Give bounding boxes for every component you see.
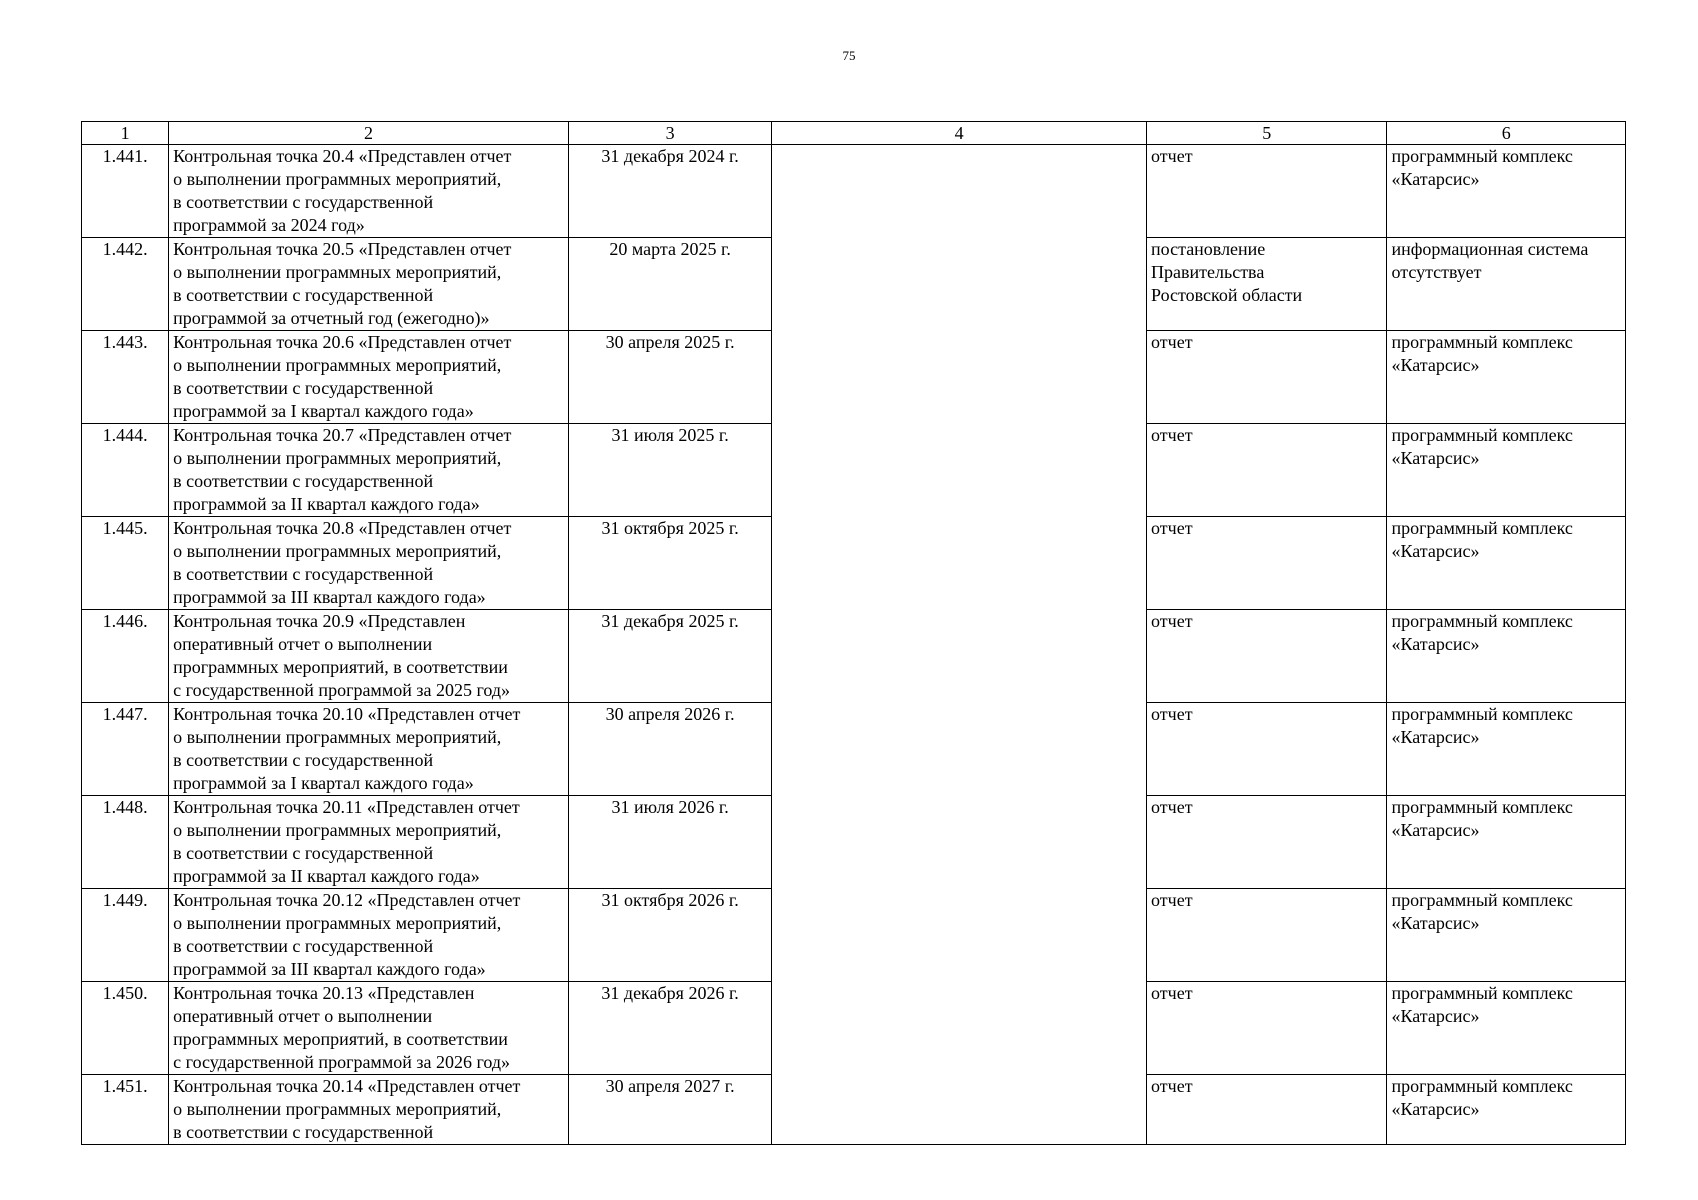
document-type [1147, 517, 1387, 610]
row-number: 1.445. [82, 517, 169, 610]
cell-line: «Катарсис» [1391, 355, 1480, 375]
cell-line: отсутствует [1391, 262, 1482, 282]
cell-line: отчет [1151, 983, 1193, 1003]
cell-line: в соответствии с государственной [173, 750, 434, 770]
information-system [1387, 982, 1626, 1075]
cell-line: отчет [1151, 518, 1193, 538]
cell-line: о выполнении программных мероприятий, [173, 820, 502, 840]
table-header [82, 122, 1626, 145]
cell-line: отчет [1151, 611, 1193, 631]
header-row [82, 122, 1626, 145]
cell-line: в соответствии с государственной [173, 378, 434, 398]
cell-line: в соответствии с государственной [173, 285, 434, 305]
document-type [1147, 703, 1387, 796]
cell-line: постановление [1151, 239, 1266, 259]
cell-line: Контрольная точка 20.13 «Представлен [173, 983, 475, 1003]
information-system [1387, 145, 1626, 238]
cell-line: программный комплекс [1391, 704, 1573, 724]
cell-line: программный комплекс [1391, 797, 1573, 817]
cell-line: программой за II квартал каждого года» [173, 866, 480, 886]
cell-line: программой за II квартал каждого года» [173, 494, 480, 514]
row-number: 1.441. [82, 145, 169, 238]
cell-line: Контрольная точка 20.9 «Представлен [173, 611, 466, 631]
cell-line: Контрольная точка 20.4 «Представлен отчет [173, 146, 512, 166]
cell-line: программой за I квартал каждого года» [173, 773, 474, 793]
cell-line: о выполнении программных мероприятий, [173, 169, 502, 189]
row-number: 1.451. [82, 1075, 169, 1145]
control-point-name [169, 424, 569, 517]
cell-line: программный комплекс [1391, 146, 1573, 166]
document-type [1147, 982, 1387, 1075]
header-col-2: 2 [169, 122, 569, 145]
header-col-5: 5 [1147, 122, 1387, 145]
document-type [1147, 145, 1387, 238]
cell-line: отчет [1151, 425, 1193, 445]
information-system [1387, 331, 1626, 424]
deadline-date: 30 апреля 2025 г. [568, 331, 771, 424]
cell-line: Контрольная точка 20.14 «Представлен отчет [173, 1076, 521, 1096]
information-system [1387, 610, 1626, 703]
cell-line: Контрольная точка 20.10 «Представлен отчет [173, 704, 521, 724]
information-system [1387, 1075, 1626, 1145]
cell-line: в соответствии с государственной [173, 471, 434, 491]
cell-line: программой за I квартал каждого года» [173, 401, 474, 421]
cell-line: Контрольная точка 20.7 «Представлен отчет [173, 425, 512, 445]
cell-line: отчет [1151, 332, 1193, 352]
deadline-date: 20 марта 2025 г. [568, 238, 771, 331]
header-col-3: 3 [568, 122, 771, 145]
control-point-name [169, 238, 569, 331]
row-number: 1.448. [82, 796, 169, 889]
cell-line: Правительства [1151, 262, 1265, 282]
row-number: 1.450. [82, 982, 169, 1075]
row-number: 1.442. [82, 238, 169, 331]
cell-line: в соответствии с государственной [173, 192, 434, 212]
cell-line: программный комплекс [1391, 518, 1573, 538]
document-type [1147, 1075, 1387, 1145]
control-point-name [169, 1075, 569, 1145]
cell-line: программой за отчетный год (ежегодно)» [173, 308, 490, 328]
cell-line: отчет [1151, 1076, 1193, 1096]
information-system [1387, 517, 1626, 610]
cell-line: «Катарсис» [1391, 169, 1480, 189]
cell-line: отчет [1151, 797, 1193, 817]
deadline-date: 31 декабря 2026 г. [568, 982, 771, 1075]
page-number: 75 [842, 48, 856, 63]
cell-line: в соответствии с государственной [173, 1122, 434, 1142]
row-number: 1.443. [82, 331, 169, 424]
cell-line: Контрольная точка 20.12 «Представлен отчет [173, 890, 521, 910]
document-type [1147, 238, 1387, 331]
cell-line: оперативный отчет о выполнении [173, 1006, 433, 1026]
deadline-date: 31 октября 2026 г. [568, 889, 771, 982]
header-col-4: 4 [772, 122, 1147, 145]
cell-line: о выполнении программных мероприятий, [173, 727, 502, 747]
cell-line: о выполнении программных мероприятий, [173, 262, 502, 282]
deadline-date: 31 декабря 2024 г. [568, 145, 771, 238]
document-type [1147, 889, 1387, 982]
cell-line: «Катарсис» [1391, 541, 1480, 561]
row-number: 1.446. [82, 610, 169, 703]
cell-line: программой за 2024 год» [173, 215, 365, 235]
control-point-name [169, 517, 569, 610]
control-point-name [169, 703, 569, 796]
control-point-name [169, 982, 569, 1075]
cell-line: «Катарсис» [1391, 727, 1480, 747]
deadline-date: 31 декабря 2025 г. [568, 610, 771, 703]
header-col-6: 6 [1387, 122, 1626, 145]
table-row [82, 145, 1626, 238]
cell-line: оперативный отчет о выполнении [173, 634, 433, 654]
cell-line: Контрольная точка 20.11 «Представлен отчет [173, 797, 520, 817]
deadline-date: 31 июля 2026 г. [568, 796, 771, 889]
cell-line: «Катарсис» [1391, 1099, 1480, 1119]
header-col-1: 1 [82, 122, 169, 145]
control-point-name [169, 145, 569, 238]
cell-line: Ростовской области [1151, 285, 1303, 305]
information-system [1387, 238, 1626, 331]
cell-line: программный комплекс [1391, 611, 1573, 631]
cell-line: отчет [1151, 704, 1193, 724]
cell-line: в соответствии с государственной [173, 564, 434, 584]
cell-line: в соответствии с государственной [173, 843, 434, 863]
cell-line: программный комплекс [1391, 332, 1573, 352]
cell-line: программный комплекс [1391, 425, 1573, 445]
cell-line: «Катарсис» [1391, 913, 1480, 933]
cell-line: с государственной программой за 2025 год» [173, 680, 511, 700]
information-system [1387, 796, 1626, 889]
control-point-name [169, 889, 569, 982]
cell-line: программой за III квартал каждого года» [173, 587, 486, 607]
document-type [1147, 331, 1387, 424]
cell-line: программных мероприятий, в соответствии [173, 657, 508, 677]
cell-line: Контрольная точка 20.8 «Представлен отчет [173, 518, 512, 538]
cell-line: Контрольная точка 20.5 «Представлен отчет [173, 239, 512, 259]
control-points-table [81, 121, 1626, 1145]
deadline-date: 30 апреля 2026 г. [568, 703, 771, 796]
deadline-date: 31 октября 2025 г. [568, 517, 771, 610]
deadline-date: 30 апреля 2027 г. [568, 1075, 771, 1145]
cell-line: в соответствии с государственной [173, 936, 434, 956]
cell-line: о выполнении программных мероприятий, [173, 355, 502, 375]
cell-line: «Катарсис» [1391, 448, 1480, 468]
cell-line: программный комплекс [1391, 890, 1573, 910]
cell-line: о выполнении программных мероприятий, [173, 913, 502, 933]
cell-line: отчет [1151, 890, 1193, 910]
control-point-name [169, 331, 569, 424]
document-type [1147, 796, 1387, 889]
cell-line: программный комплекс [1391, 1076, 1573, 1096]
document-type [1147, 610, 1387, 703]
row-number: 1.444. [82, 424, 169, 517]
cell-line: программных мероприятий, в соответствии [173, 1029, 508, 1049]
control-point-name [169, 610, 569, 703]
control-point-name [169, 796, 569, 889]
table-body [82, 145, 1626, 1145]
information-system [1387, 424, 1626, 517]
cell-line: «Катарсис» [1391, 820, 1480, 840]
cell-line: информационная система [1391, 239, 1589, 259]
cell-line: «Катарсис» [1391, 634, 1480, 654]
cell-line: о выполнении программных мероприятий, [173, 541, 502, 561]
cell-line: с государственной программой за 2026 год» [173, 1052, 511, 1072]
cell-line: программный комплекс [1391, 983, 1573, 1003]
cell-line: «Катарсис» [1391, 1006, 1480, 1026]
cell-line: о выполнении программных мероприятий, [173, 448, 502, 468]
document-type [1147, 424, 1387, 517]
cell-line: отчет [1151, 146, 1193, 166]
cell-line: программой за III квартал каждого года» [173, 959, 486, 979]
cell-line: о выполнении программных мероприятий, [173, 1099, 502, 1119]
row-number: 1.447. [82, 703, 169, 796]
responsible-column-merged [772, 145, 1147, 1145]
deadline-date: 31 июля 2025 г. [568, 424, 771, 517]
information-system [1387, 703, 1626, 796]
row-number: 1.449. [82, 889, 169, 982]
information-system [1387, 889, 1626, 982]
cell-line: Контрольная точка 20.6 «Представлен отчет [173, 332, 512, 352]
